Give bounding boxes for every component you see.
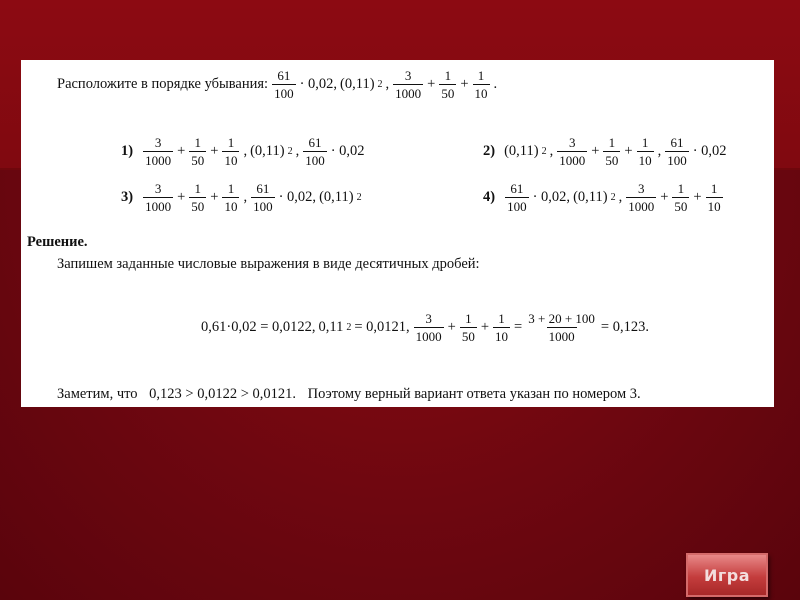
option-1: 1) $\frac{3}{1000}$ + $\frac{1}{50}$ + $\frac{1}{10}$ , (0,11) 2 , $\frac{61}{100}$ · 0,02	[121, 135, 365, 168]
task-card	[21, 60, 774, 407]
game-button[interactable]: Игра	[686, 553, 768, 597]
option-2: 2) (0,11) 2 , $\frac{3}{1000}$ + $\frac{1}{50}$ + $\frac{1}{10}$ , $\frac{61}{100}$ · 0,02	[483, 135, 727, 168]
solution-note: Заметим, что 0,123 > 0,0122 > 0,0121. Поэтому верный вариант ответа указан по номером 3.	[57, 386, 641, 402]
task-line: Расположите в порядке убывания: $\frac{61}{100}$ · 0,02, (0,11) 2 , $\frac{3}{1000}$ + $\frac{1}{50}$ + $\frac{1}{10}$ .	[57, 68, 498, 101]
fraction-61-100: $\frac{61}{100}$	[274, 68, 294, 101]
option-3: 3) $\frac{3}{1000}$ + $\frac{1}{50}$ + $\frac{1}{10}$ , $\frac{61}{100}$ · 0,02, (0,11) 2	[121, 181, 362, 214]
task-label: Расположите в порядке убывания:	[57, 76, 269, 92]
solution-calculation: 0,61·0,02 = 0,0122, 0,11 2 = 0,0121, $\frac{3}{1000}$ + $\frac{1}{50}$ + $\frac{1}{10}$ = $\frac{3 + 20 + 100}{1000}$ = 0,123.	[201, 311, 649, 344]
solution-intro: Запишем заданные числовые выражения в виде десятичных дробей:	[57, 256, 480, 272]
solution-heading: Решение.	[27, 234, 88, 250]
option-4: 4) $\frac{61}{100}$ · 0,02, (0,11) 2 , $\frac{3}{1000}$ + $\frac{1}{50}$ + $\frac{1}{10}$	[483, 181, 721, 214]
